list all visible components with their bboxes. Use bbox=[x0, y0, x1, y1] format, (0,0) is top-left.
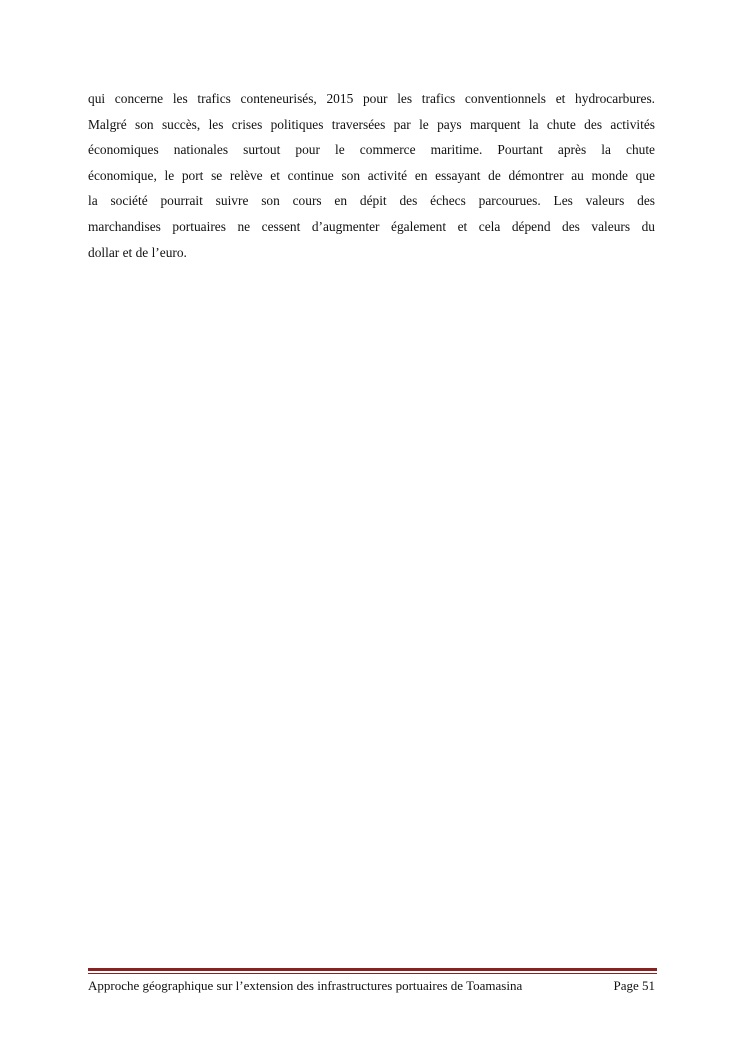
footer-rule-thick bbox=[88, 968, 657, 971]
page-number: Page 51 bbox=[613, 978, 655, 993]
paragraph-line: la société pourrait suivre son cours en dépit des échecs parcourues. Les valeurs des bbox=[88, 193, 655, 209]
footer-title: Approche géographique sur l’extension des infrastructures portuaires de Toamasina bbox=[88, 978, 523, 993]
footer-divider bbox=[88, 968, 657, 974]
paragraph-line: dollar et de l’euro. bbox=[88, 244, 187, 260]
paragraph-line: qui concerne les trafics conteneurisés, 2015 pour les trafics conventionnels et hydrocarbures. bbox=[88, 91, 655, 106]
paragraph-line: marchandises portuaires ne cessent d’augmenter également et cela dépend des valeurs du bbox=[88, 218, 655, 234]
body-paragraph bbox=[88, 86, 655, 265]
paragraph-line: économiques nationales surtout pour le commerce maritime. Pourtant après la chute bbox=[88, 142, 655, 158]
footer-rule-thin bbox=[88, 973, 657, 974]
paragraph-line: économique, le port se relève et continue son activité en essayant de démontrer au monde que bbox=[88, 167, 655, 183]
paragraph-line: Malgré son succès, les crises politiques traversées par le pays marquent la chute des activités bbox=[88, 116, 655, 132]
